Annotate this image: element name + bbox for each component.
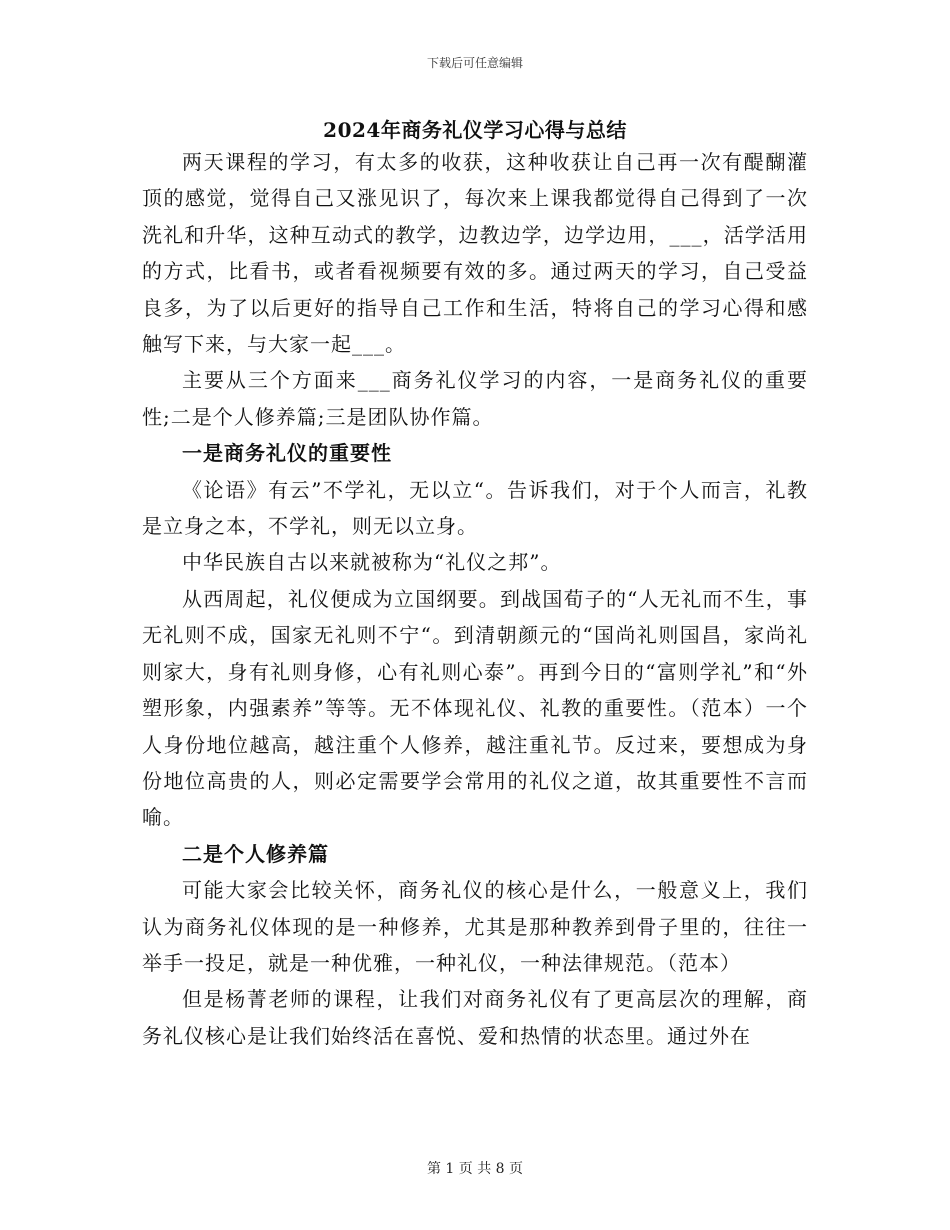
section-heading: 一是商务礼仪的重要性 (182, 441, 392, 466)
paragraph: 可能大家会比较关怀，商务礼仪的核心是什么，一般意义上，我们认为商务礼仪体现的是一种修养，尤其是那种教养到骨子里的，往往一举手一投足，就是一种优雅，一种礼仪，一种法律规范。（范本） (142, 878, 808, 975)
paragraph: 从西周起，礼仪便成为立国纲要。到战国荀子的“人无礼而不生，事无礼则不成，国家无礼则不宁“。到清朝颜元的“国尚礼则国昌，家尚礼则家大，身有礼则身修，心有礼则心泰”。再到今日的“富则学礼”和“外塑形象，内强素养”等等。无不体现礼仪、礼教的重要性。（范本）一个人身份地位越高，越注重个人修养，越注重礼节。反过来，要想成为身份地位高贵的人，则必定需要学会常用的礼仪之道，故其重要性不言而喻。 (142, 586, 808, 830)
document-body (142, 144, 808, 1054)
page-number: 第 1 页 共 8 页 (426, 1161, 524, 1177)
section-heading: 二是个人修养篇 (182, 841, 329, 866)
paragraph: 两天课程的学习，有太多的收获，这种收获让自己再一次有醍醐灌顶的感觉，觉得自己又涨见识了，每次来上课我都觉得自己得到了一次洗礼和升华，这种互动式的教学，边教边学，边学边用，___，活学活用的方式，比看书，或者看视频要有效的多。通过两天的学习，自己受益良多，为了以后更好的指导自己工作和生活，特将自己的学习心得和感触写下来，与大家一起___。 (142, 150, 808, 357)
paragraph: 《论语》有云”不学礼，无以立“。告诉我们，对于个人而言，礼教是立身之本，不学礼，则无以立身。 (142, 477, 808, 539)
paragraph: 中华民族自古以来就被称为“礼仪之邦”。 (182, 550, 562, 575)
paragraph: 但是杨菁老师的课程，让我们对商务礼仪有了更高层次的理解，商务礼仪核心是让我们始终活在喜悦、爱和热情的状态里。通过外在 (142, 987, 808, 1048)
document-title: 2024年商务礼仪学习心得与总结 (323, 118, 627, 142)
paragraph: 主要从三个方面来___商务礼仪学习的内容，一是商务礼仪的重要性;二是个人修养篇;三是团队协作篇。 (142, 368, 808, 429)
page-header-note: 下载后可任意编辑 (426, 56, 523, 70)
